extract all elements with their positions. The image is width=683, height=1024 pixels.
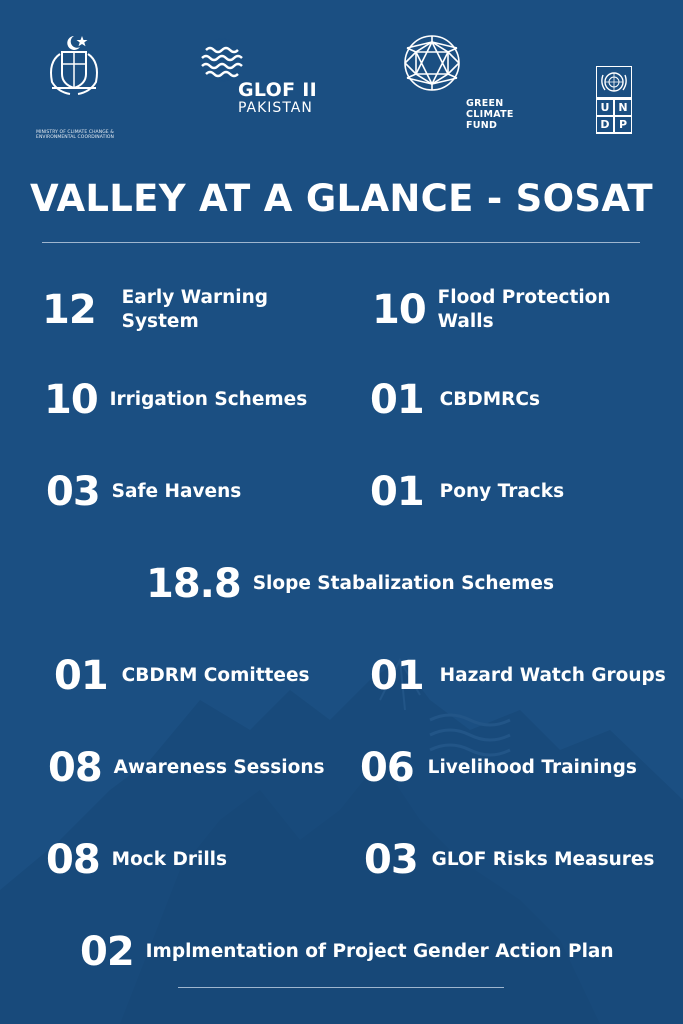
undp-letter-d: D: [597, 117, 613, 132]
stat-value: 03: [46, 469, 100, 515]
stat-label: Slope Stabalization Schemes: [252, 573, 554, 594]
glof-waves-logo: [200, 38, 244, 82]
undp-letter-u: U: [597, 100, 613, 115]
stat-value: 03: [364, 837, 418, 883]
stat-value: 02: [80, 929, 134, 975]
stat-label: Safe Havens: [111, 481, 242, 502]
stat-label: Awareness Sessions: [113, 757, 325, 778]
stat-value: 10: [372, 287, 426, 333]
green-climate-fund-globe-logo: [403, 34, 461, 92]
gcf-line2: CLIMATE: [466, 109, 514, 120]
stat-flood-protection-walls: [372, 286, 611, 334]
undp-letter-p: P: [615, 117, 631, 132]
stat-glof-risks-measures: [364, 838, 654, 882]
gcf-line1: GREEN: [466, 98, 504, 109]
page-title: VALLEY AT A GLANCE - SOSAT: [30, 177, 653, 220]
glof-subtitle: PAKISTAN: [238, 100, 313, 116]
stat-label: Hazard Watch Groups: [439, 665, 666, 686]
stat-value: 08: [46, 837, 100, 883]
stat-value: 12: [42, 287, 96, 333]
un-emblem-icon: [596, 66, 632, 98]
stat-value: 06: [360, 745, 414, 791]
stat-label: Implmentation of Project Gender Action Plan: [145, 941, 614, 962]
stat-label: Pony Tracks: [439, 481, 565, 502]
stat-value: 01: [370, 377, 424, 423]
title-divider: [42, 242, 640, 243]
gcf-logo-text: [466, 98, 514, 131]
stat-value: 01: [370, 653, 424, 699]
stat-label: CBDMRCs: [439, 389, 540, 410]
stat-label-line1: Flood Protection: [437, 287, 611, 308]
stat-irrigation-schemes: [44, 378, 307, 422]
stat-label: [438, 286, 611, 334]
stat-livelihood-trainings: [360, 746, 637, 790]
stat-safe-havens: [46, 470, 241, 514]
stat-value: 08: [48, 745, 102, 791]
undp-logo: [596, 66, 632, 134]
stat-cbdmrcs: [370, 378, 540, 422]
glof-title: GLOF II: [238, 79, 318, 101]
stat-label: GLOF Risks Measures: [431, 849, 655, 870]
ministry-name: MINISTRY OF CLIMATE CHANGE & ENVIRONMENTAL COORDINATION: [36, 130, 114, 140]
glof-logo-text: [238, 80, 317, 116]
stat-value: 10: [44, 377, 98, 423]
government-emblem-logo: [44, 30, 104, 98]
stat-cbdrm-comittees: [54, 654, 310, 698]
stat-awareness-sessions: [48, 746, 325, 790]
undp-letter-n: N: [615, 100, 631, 115]
stat-slope-stabalization-schemes: [146, 562, 554, 606]
logo-strip: [0, 30, 683, 140]
stat-hazard-watch-groups: [370, 654, 666, 698]
stat-label: Irrigation Schemes: [109, 389, 308, 410]
gcf-line3: FUND: [466, 120, 498, 131]
stat-label: Livelihood Trainings: [427, 757, 637, 778]
stat-label-line2: System: [121, 311, 199, 332]
stat-early-warning-system: [42, 286, 268, 334]
stat-value: 18.8: [146, 561, 241, 607]
stat-label-line1: Early Warning: [121, 287, 269, 308]
stat-pony-tracks: [370, 470, 564, 514]
stat-value: 01: [54, 653, 108, 699]
stat-label: Mock Drills: [111, 849, 228, 870]
stat-label: [122, 286, 268, 334]
stat-label-line2: Walls: [437, 311, 494, 332]
stat-label: CBDRM Comittees: [121, 665, 310, 686]
stat-mock-drills: [46, 838, 227, 882]
stat-gender-action-plan: [80, 930, 614, 974]
stat-value: 01: [370, 469, 424, 515]
bottom-divider: [178, 987, 504, 988]
